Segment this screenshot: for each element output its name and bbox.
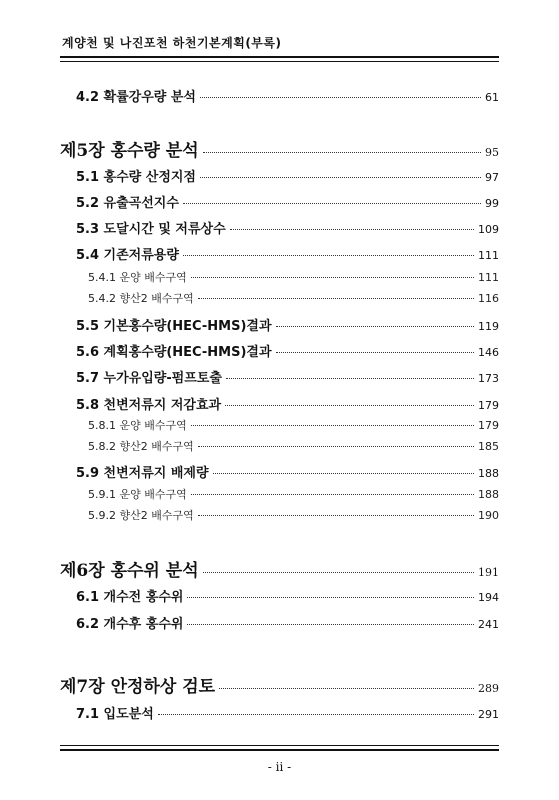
dot-leader (230, 229, 474, 230)
dot-leader (191, 494, 474, 495)
toc-page: 191 (478, 566, 499, 579)
toc-page: 291 (478, 708, 499, 721)
toc-title: 5.9 천변저류지 배제량 (76, 466, 209, 481)
toc-page: 95 (485, 146, 499, 159)
toc-page: 194 (478, 591, 499, 604)
toc-title: 5.8 천변저류지 저감효과 (76, 398, 222, 413)
dot-leader (276, 326, 474, 327)
dot-leader (276, 352, 474, 353)
toc-page: 109 (478, 223, 499, 236)
toc-page: 188 (478, 488, 499, 501)
toc-title: 5.2 유출곡선지수 (76, 196, 179, 211)
toc-page: 111 (478, 249, 499, 262)
toc-entry-5-5[interactable] (76, 315, 499, 334)
toc-title: 5.1 홍수량 산정지점 (76, 170, 196, 185)
toc-page: 111 (478, 271, 499, 284)
toc-title: 제6장 홍수위 분석 (60, 561, 199, 581)
toc-page: 179 (478, 419, 499, 432)
toc-title: 제5장 홍수량 분석 (60, 141, 199, 161)
toc-title: 4.2 확률강우량 분석 (76, 90, 196, 105)
dot-leader (183, 203, 481, 204)
dot-leader (200, 177, 481, 178)
toc-entry-4-2[interactable] (76, 86, 499, 105)
toc-title: 5.3 도달시간 및 저류상수 (76, 222, 226, 237)
dot-leader (198, 515, 474, 516)
toc-title: 7.1 입도분석 (76, 707, 154, 722)
toc-title: 6.2 개수후 홍수위 (76, 617, 184, 632)
toc-page: 179 (478, 399, 499, 412)
toc-entry-5-9-2[interactable] (88, 507, 499, 523)
toc-page: 146 (478, 346, 499, 359)
dot-leader (198, 446, 474, 447)
toc-entry-5-9[interactable] (76, 462, 499, 481)
header-rule-thick (60, 56, 499, 58)
footer-rule-thick (60, 749, 499, 751)
toc-page: 119 (478, 320, 499, 333)
toc-entry-5-7[interactable] (76, 367, 499, 386)
toc-page: 188 (478, 467, 499, 480)
page-number: - ii - (267, 760, 292, 774)
toc-title: 5.4 기존저류용량 (76, 248, 179, 263)
toc-entry-5-8-1[interactable] (88, 417, 499, 433)
toc-page: 289 (478, 682, 499, 695)
toc-chapter-6[interactable] (60, 556, 499, 581)
toc-page: 61 (485, 91, 499, 104)
toc-page: 190 (478, 509, 499, 522)
dot-leader (191, 277, 474, 278)
toc-title: 5.6 계획홍수량(HEC-HMS)결과 (76, 345, 272, 360)
toc-title: 5.4.2 향산2 배수구역 (88, 292, 194, 305)
toc-page: 241 (478, 618, 499, 631)
toc-entry-5-4[interactable] (76, 244, 499, 263)
toc-entry-5-3[interactable] (76, 218, 499, 237)
dot-leader (226, 378, 474, 379)
dot-leader (203, 152, 481, 153)
toc-title: 5.9.2 향산2 배수구역 (88, 509, 194, 522)
toc-entry-5-8-2[interactable] (88, 438, 499, 454)
dot-leader (183, 255, 474, 256)
running-header: 계양천 및 나진포천 하천기본계획(부록) (62, 36, 282, 50)
dot-leader (187, 597, 474, 598)
toc-entry-6-1[interactable] (76, 586, 499, 605)
dot-leader (225, 405, 474, 406)
toc-title: 5.8.2 향산2 배수구역 (88, 440, 194, 453)
toc-title: 6.1 개수전 홍수위 (76, 590, 184, 605)
dot-leader (200, 97, 481, 98)
toc-entry-5-1[interactable] (76, 166, 499, 185)
toc-page: 173 (478, 372, 499, 385)
toc-title: 제7장 안정하상 검토 (60, 677, 216, 697)
toc-entry-5-6[interactable] (76, 341, 499, 360)
toc-page: 116 (478, 292, 499, 305)
toc-entry-5-4-2[interactable] (88, 290, 499, 306)
toc-entry-5-2[interactable] (76, 192, 499, 211)
footer-rule-thin (60, 745, 499, 746)
toc-entry-5-4-1[interactable] (88, 269, 499, 285)
toc-page: 97 (485, 171, 499, 184)
toc-entry-7-1[interactable] (76, 703, 499, 722)
toc-title: 5.4.1 운양 배수구역 (88, 271, 187, 284)
toc-entry-5-8[interactable] (76, 394, 499, 413)
toc-entry-6-2[interactable] (76, 613, 499, 632)
toc-title: 5.7 누가유입량-펌프토출 (76, 371, 222, 386)
dot-leader (191, 425, 474, 426)
dot-leader (187, 624, 474, 625)
dot-leader (158, 714, 474, 715)
dot-leader (219, 688, 474, 689)
toc-title: 5.9.1 운양 배수구역 (88, 488, 187, 501)
toc-chapter-7[interactable] (60, 672, 499, 697)
dot-leader (198, 298, 474, 299)
toc-entry-5-9-1[interactable] (88, 486, 499, 502)
dot-leader (213, 473, 474, 474)
toc-title: 5.5 기본홍수량(HEC-HMS)결과 (76, 319, 272, 334)
dot-leader (203, 572, 474, 573)
toc-page: 99 (485, 197, 499, 210)
header-rule-thin (60, 61, 499, 62)
toc-chapter-5[interactable] (60, 136, 499, 161)
toc-title: 5.8.1 운양 배수구역 (88, 419, 187, 432)
toc-page: 185 (478, 440, 499, 453)
